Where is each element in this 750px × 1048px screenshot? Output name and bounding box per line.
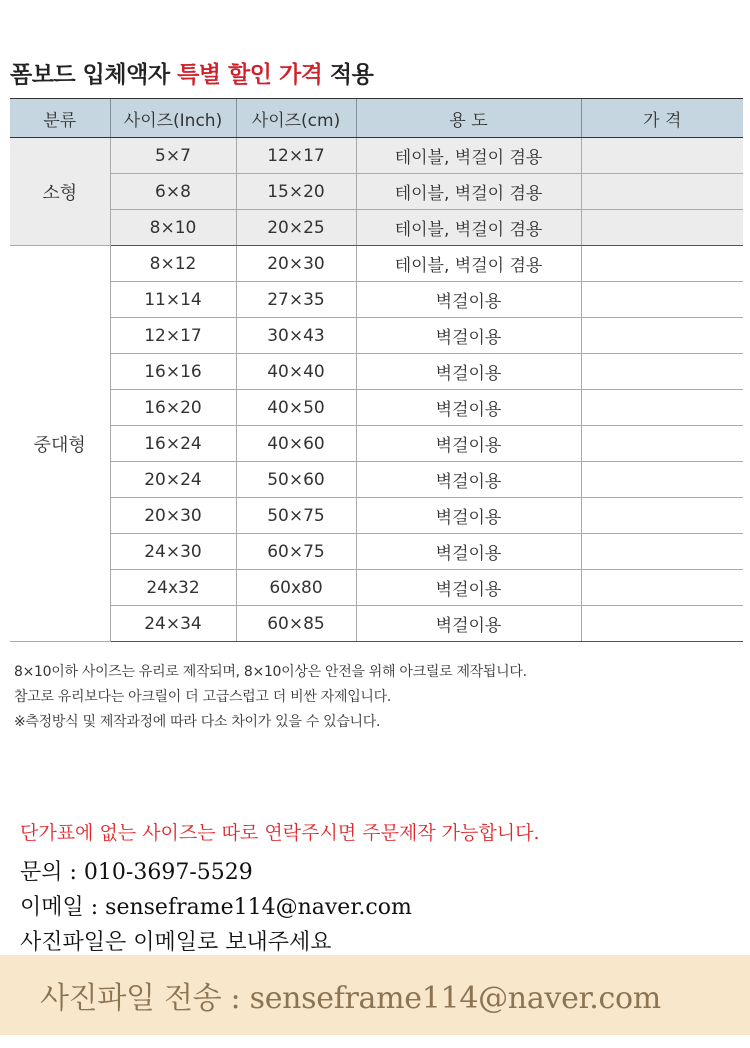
price-cell [581,606,743,642]
size-inch-cell: 6×8 [110,174,236,210]
price-cell [581,570,743,606]
size-cm-cell: 27×35 [236,282,356,318]
size-cm-cell: 40×50 [236,390,356,426]
table-row [10,534,743,570]
page-title [10,56,373,89]
price-cell [581,462,743,498]
size-inch-cell: 24x32 [110,570,236,606]
size-inch-cell: 24×30 [110,534,236,570]
table-row [10,210,743,246]
use-cell: 테이블, 벽걸이 겸용 [356,210,581,246]
title-prefix: 폼보드 입체액자 [10,62,170,88]
header-size-inch: 사이즈(Inch) [110,99,236,138]
table-row [10,570,743,606]
email-text: 이메일 : senseframe114@naver.com [20,895,412,920]
contact-section [20,818,539,960]
table-header-row [10,99,743,138]
price-cell [581,246,743,282]
size-inch-cell: 8×12 [110,246,236,282]
size-inch-cell: 12×17 [110,318,236,354]
size-cm-cell: 40×40 [236,354,356,390]
size-inch-cell: 24×34 [110,606,236,642]
size-cm-cell: 60×75 [236,534,356,570]
use-cell: 벽걸이용 [356,606,581,642]
use-cell: 벽걸이용 [356,462,581,498]
size-cm-cell: 60×85 [236,606,356,642]
note-measurement: ※측정방식 및 제작과정에 따라 다소 차이가 있을 수 있습니다. [14,714,381,730]
notes [14,660,527,735]
price-cell [581,390,743,426]
header-size-cm: 사이즈(cm) [236,99,356,138]
table-row [10,318,743,354]
price-cell [581,174,743,210]
table-row [10,354,743,390]
size-cm-cell: 12×17 [236,138,356,174]
table-row [10,246,743,282]
price-table [10,98,743,642]
note-acrylic: 참고로 유리보다는 아크릴이 더 고급스럽고 더 비싼 자제입니다. [14,689,392,705]
size-cm-cell: 20×30 [236,246,356,282]
category-medium: 중대형 [10,246,110,642]
table-body [10,138,743,642]
size-inch-cell: 16×20 [110,390,236,426]
use-cell: 벽걸이용 [356,282,581,318]
size-inch-cell: 8×10 [110,210,236,246]
size-cm-cell: 50×75 [236,498,356,534]
table-row [10,606,743,642]
price-cell [581,534,743,570]
size-cm-cell: 50×60 [236,462,356,498]
title-suffix: 적용 [329,62,374,88]
table-row [10,390,743,426]
table-row [10,282,743,318]
size-inch-cell: 16×24 [110,426,236,462]
use-cell: 벽걸이용 [356,318,581,354]
use-cell: 벽걸이용 [356,498,581,534]
price-cell [581,354,743,390]
price-cell [581,282,743,318]
price-cell [581,210,743,246]
use-cell: 테이블, 벽걸이 겸용 [356,138,581,174]
category-small: 소형 [10,138,110,246]
price-cell [581,318,743,354]
size-inch-cell: 11×14 [110,282,236,318]
table-row [10,138,743,174]
custom-order-notice: 단가표에 없는 사이즈는 따로 연락주시면 주문제작 가능합니다. [20,822,540,844]
size-inch-cell: 20×24 [110,462,236,498]
price-cell [581,426,743,462]
header-use: 용 도 [356,99,581,138]
header-category: 분류 [10,99,110,138]
table-row [10,498,743,534]
use-cell: 테이블, 벽걸이 겸용 [356,174,581,210]
price-cell [581,138,743,174]
note-material: 8×10이하 사이즈는 유리로 제작되며, 8×10이상은 안전을 위해 아크릴로 제작됩니다. [14,664,527,680]
table-row [10,426,743,462]
size-cm-cell: 20×25 [236,210,356,246]
table-row [10,462,743,498]
size-cm-cell: 60x80 [236,570,356,606]
use-cell: 테이블, 벽걸이 겸용 [356,246,581,282]
photo-note: 사진파일은 이메일로 보내주세요 [20,930,332,955]
price-cell [581,498,743,534]
use-cell: 벽걸이용 [356,390,581,426]
title-highlight: 특별 할인 가격 [177,62,323,88]
use-cell: 벽걸이용 [356,534,581,570]
size-inch-cell: 5×7 [110,138,236,174]
size-inch-cell: 20×30 [110,498,236,534]
banner-text: 사진파일 전송 : senseframe114@naver.com [40,981,661,1016]
use-cell: 벽걸이용 [356,426,581,462]
use-cell: 벽걸이용 [356,354,581,390]
use-cell: 벽걸이용 [356,570,581,606]
table-row [10,174,743,210]
header-price: 가 격 [581,99,743,138]
size-inch-cell: 16×16 [110,354,236,390]
phone-text: 문의 : 010-3697-5529 [20,860,253,885]
size-cm-cell: 15×20 [236,174,356,210]
email-banner [0,955,750,1035]
size-cm-cell: 30×43 [236,318,356,354]
size-cm-cell: 40×60 [236,426,356,462]
